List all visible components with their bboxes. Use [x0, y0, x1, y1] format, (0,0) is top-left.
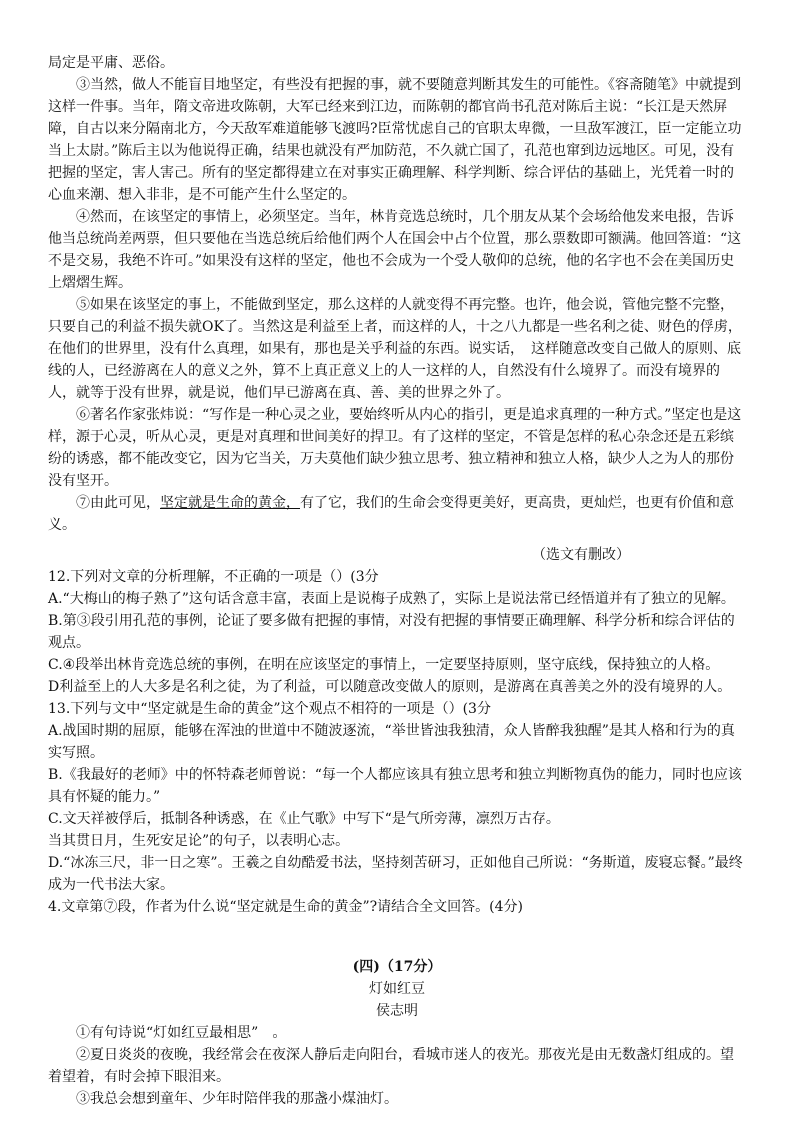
article-paragraph-3: ③当然，做人不能盲目地坚定，有些没有把握的事，就不要随意判断其发生的可能性。《容斋随笔》中就提到这样一件事。当年，隋文帝进攻陈朝，大军已经来到江边，而陈朝的都官尚书孔范对陈后主说：“长江是天然屏障，自古以来分隔南北方，今天敌军难道能够飞渡吗?臣常忧虑自己的官职太卑微，一旦敌军渡江，臣一定能立功当上太尉。”陈后主以为他说得正确，结果也就没有严加防范，不久就亡国了，孔范也窜到边远地区。可见，没有把握的坚定，害人害己。所有的坚定都得建立在对事实正确理解、科学判断、综合评估的基础上，光凭着一时的心血来潮、想入非非，是不可能产生什么坚定的。: [48, 77, 742, 203]
essay-author: 侯志明: [376, 1003, 418, 1019]
p7-prefix: ⑦由此可见，: [76, 495, 160, 511]
question-12-option-a: A.“大梅山的梅子熟了”这句话含意丰富，表面上是说梅子成熟了，实际上是说法常已经悟道并有了独立的见解。: [48, 591, 735, 607]
article-paragraph-4: ④然而，在该坚定的事情上，必须坚定。当年，林肯竞选总统时，几个朋友从某个会场给他发来电报，告诉他当总统尚差两票，但只要他在当选总统后给他们两个人在国会中占个位置，那么票数即可额满。他回答道：“这不是交易，我绝不许可。”如果没有这样的坚定，他也不会成为一个受人敬仰的总统，他的名字也不会在美国历史上熠熠生辉。: [48, 209, 742, 291]
essay-paragraph-3: ③我总会想到童年、少年时陪伴我的那盏小煤油灯。: [76, 1091, 398, 1107]
question-13-option-c-line2: 当其贯日月，生死安足论”的句子，以表明心志。: [48, 833, 350, 849]
p7-suffix: 有了它，我们的生命会变得更美好，更高贵，更灿烂，也更有价值和意义。: [48, 495, 734, 533]
article-paragraph-5: ⑤如果在该坚定的事上，不能做到坚定，那么这样的人就变得不再完整。也许，他会说，管他完整不完整，只要自己的利益不损失就OK了。当然这是利益至上者，而这样的人，十之八九都是一些名利之徒、财色的俘虏，在他们的世界里，没有什么真理，如果有，那也是关乎利益的东西。说实话， 这样随意改变自己做人的原则、底线的人，已经游离在人的意义之外，算不上真正意义上的人一这样的人，自然没有什么境界了。而没有境界的人，就等于没有世界，就是说，他们早已游离在真、善、美的世界之外了。: [48, 297, 742, 401]
question-13-option-c-line1: C.文天祥被俘后，抵制各种诱惑，在《止气歌》中写下“是气所旁薄，凛烈万古存。: [48, 811, 560, 827]
p7-underlined-thesis: 坚定就是生命的黄金，: [160, 495, 300, 511]
essay-title: 灯如红豆: [369, 981, 425, 997]
question-12-option-d: D利益至上的人大多是名利之徒，为了利益，可以随意改变做人的原则，是游离在真善美之外的没有境界的人。: [48, 679, 732, 695]
question-12-option-c: C.④段举出林肯竞选总统的事例，在明在应该坚定的事情上，一定要坚持原则，坚守底线，保持独立的人格。: [48, 657, 720, 673]
question-13-option-d: D.“冰冻三尺，非一日之寒”。王羲之自幼酷爱书法，坚持刻苦研习，正如他自己所说：“务斯道，废寝忘餐。”最终成为一代书法大家。: [48, 855, 743, 893]
article-paragraph-6-tail: 没有坚开。: [48, 473, 118, 489]
section-4-heading: (四)（17分）: [352, 959, 442, 975]
question-14-stem: 4.文章第⑦段，作者为什么说“坚定就是生命的黄金”?请结合全文回答。(4分): [48, 899, 524, 915]
article-paragraph-6: ⑥著名作家张炜说：“写作是一种心灵之业，要始终听从内心的指引，更是追求真理的一种方式。”坚定也是这样，源于心灵，听从心灵，更是对真理和世间美好的捍卫。有了这样的坚定，不管是怎样的私心杂念还是五彩缤纷的诱惑，都不能改变它，因为它当关，万夫莫他们缺少独立思考、独立精神和独立人格，缺少人之为人的那份: [48, 407, 742, 467]
question-13-option-a: A.战国时期的屈原，能够在浑浊的世道中不随波逐流，“举世皆浊我独清，众人皆醉我独醒”是其人格和行为的真实写照。: [48, 723, 735, 761]
question-12-stem: 12.下列对文章的分析理解，不正确的一项是（）(3分: [48, 569, 379, 585]
question-13-option-b: B.《我最好的老师》中的怀特森老师曾说：“每一个人都应该具有独立思考和独立判断物真伪的能力，同时也应该具有怀疑的能力。”: [48, 767, 742, 805]
essay-paragraph-1: ①有句诗说“灯如红豆最相思” 。: [76, 1025, 287, 1041]
article-source-note: （选文有删改）: [532, 547, 630, 563]
article-paragraph-7: [48, 492, 746, 536]
question-13-stem: 13.下列与文中“坚定就是生命的黄金”这个观点不相符的一项是（）(3分: [48, 701, 491, 717]
article-paragraph-top: 局定是平庸、恶俗。: [48, 55, 174, 71]
essay-paragraph-2: ②夏日炎炎的夜晚，我经常会在夜深人静后走向阳台，看城市迷人的夜光。那夜光是由无数盏灯组成的。望着望着，有时会掉下眼泪来。: [48, 1047, 734, 1085]
question-12-option-b: B.第③段引用孔范的事例，论证了要多做有把握的事情，对没有把握的事情要正确理解、科学分析和综合评估的观点。: [48, 613, 735, 651]
